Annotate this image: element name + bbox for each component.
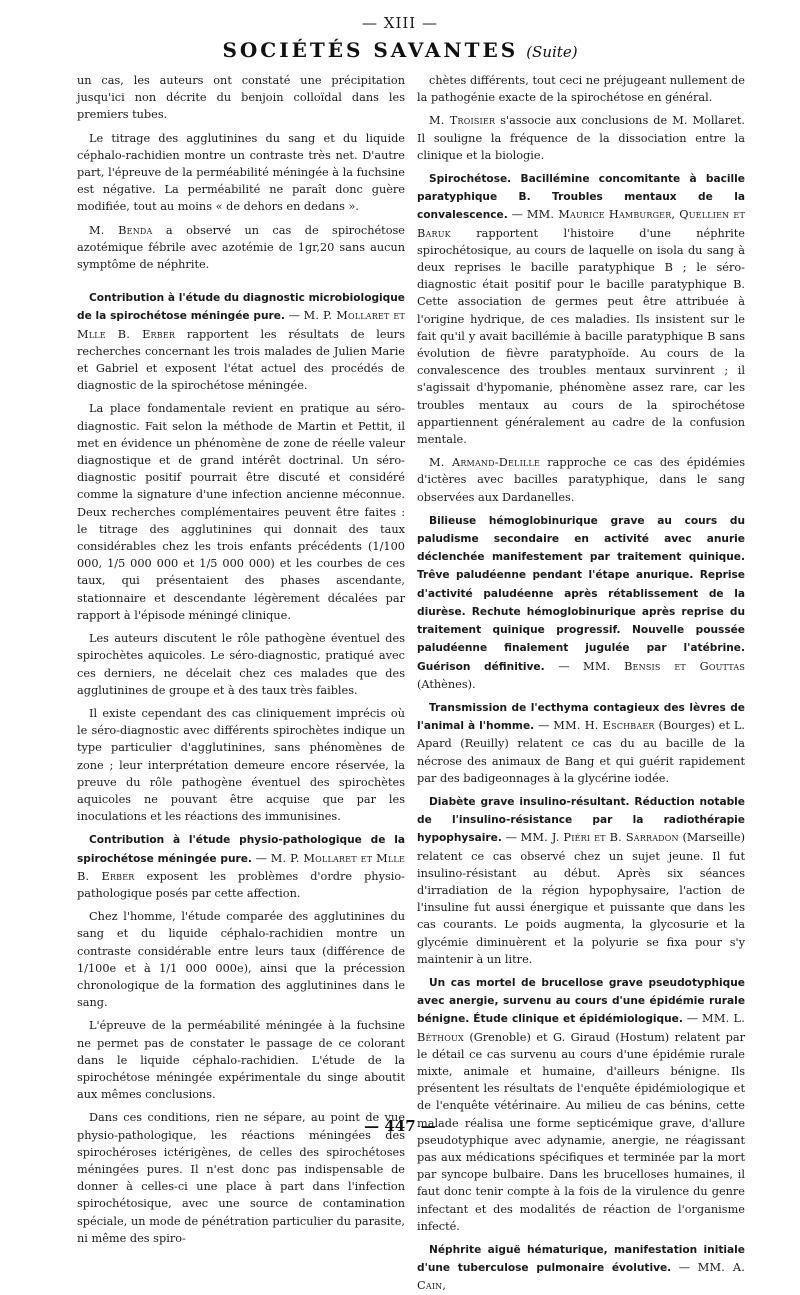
paragraph-text: rapportent les résultats de leurs recherches concernant les trois malades de Julien Marie et Gabriel et exposent l'état actuel des procédés de diagnostic de la spirochétose méningée. — [77, 327, 405, 393]
author-names: M. Armand-Delille — [429, 456, 540, 470]
paragraph: Spirochétose. Bacillémine concomitante à bacille paratyphique B. Troubles mentaux de la convalescence. — MM. Maurice Hamburger, Quellien et Baruk rapportent l'histoire d'une néphrite spirochétosique, au cours de laquelle on isola du sang à deux reprises le bacille paratyphique B ; le séro-diagnostic était positif pour le bacille paratyphique B. Cette association de germes peut être attribuée à l'origine hydrique, de ces maladies. Ils insistent sur le fait qu'il y avait bacillémie à bacille paratyphique B sans évolution de fièvre paratyphoïde. Au cours de la convalescence des troubles mentaux survinrent ; il s'agissait d'hypomanie, phénomène assez rare, car les troubles mentaux au cours de la spirochétose appartiennent généralement au cadre de la confusion mentale. — [417, 173, 745, 447]
paragraph-text: Le titrage des agglutinines du sang et du liquide céphalo-rachidien montre un contraste très net. D'autre part, l'épreuve de la perméabilité méningée à la fuchsine est négative. La perméabilité ne paraît donc guère modifiée, tout au moins « de dehors en dedans ». — [77, 131, 405, 214]
paragraph — [417, 454, 745, 506]
paragraph — [77, 222, 405, 274]
paragraph-text: rapportent l'histoire d'une néphrite spirochétosique, au cours de laquelle on isola du sang à deux reprises le bacille paratyphique B ; le séro-diagnostic était positif pour le bacille paratyphique B. Cette association de germes peut être attribuée à l'origine hydrique, de ces maladies. Ils insistent sur le fait qu'il y avait bacillémie à bacille paratyphique B sans évolution de fièvre paratyphoïde. Au cours de la convalescence des troubles mentaux survinrent ; il s'agissait d'hypomanie, phénomène assez rare, car les troubles mentaux au cours de la spirochétose appartiennent généralement au cadre de la confusion mentale. — [417, 226, 745, 447]
paragraph-heading: Un cas mortel de brucellose grave pseudotyphique avec anergie, survenu au cours d'une épidémie rurale bénigne. Étude clinique et épidémiologique. — [417, 976, 745, 1026]
paragraph: Néphrite aiguë hématurique, manifestation initiale d'une tuberculose pulmonaire évolutive. — MM. A. Cain, — [417, 1244, 746, 1293]
paragraph: Bilieuse hémoglobinurique grave au cours du paludisme secondaire en activité avec anurie déclenchée manifestement par traitement quinique. Trêve paludéenne pendant l'étape anurique. Reprise d'activité paludéenne après rétablissement de la diurèse. Rechute hémoglobinurique après reprise du traitement quinique progressif. Nouvelle poussée paludéenne finalement jugulée par l'atébrine. Guérison définitive. — MM. Bensis et Gouttas (Athènes). — [417, 514, 746, 691]
paragraph-heading: Diabète grave insulino-résultant. Réduction notable de l'insulino-résistance par la radiothérapie hypophysaire. — [417, 795, 745, 845]
paragraph-text: exposent les problèmes d'ordre physio-pathologique posés par cette affection. — [77, 869, 405, 900]
paragraph — [77, 1017, 405, 1103]
section-title — [0, 38, 800, 62]
author-names: MM. Bensis et Gouttas — [583, 659, 746, 673]
paragraph-text: Les auteurs discutent le rôle pathogène éventuel des spirochètes aquicoles. Le séro-diagnostic, pratiqué avec ces derniers, ne décelait chez ces malades que des agglutinines de groupe et à des taux très faibles. — [77, 632, 405, 697]
paragraph — [417, 112, 745, 164]
paragraph-heading: Bilieuse hémoglobinurique grave au cours du paludisme secondaire en activité avec anurie déclenchée manifestement par traitement quinique. Trêve paludéenne pendant l'étape anurique. Reprise d'activité paludéenne après rétablissement de la diurèse. Rechute hémoglobinurique après reprise du traitement quinique progressif. Nouvelle poussée paludéenne finalement jugulée par l'atébrine. Guérison définitive. — [417, 514, 745, 673]
paragraph — [77, 630, 405, 699]
paragraph-heading: Contribution à l'étude du diagnostic microbiologique de la spirochétose méningée pure. — [77, 292, 405, 323]
paragraph — [417, 72, 745, 106]
paragraph — [77, 72, 405, 124]
paragraph-heading: Néphrite aiguë hématurique, manifestation initiale d'une tuberculose pulmonaire évolutive. — [417, 1244, 745, 1275]
paragraph-text: (Grenoble) et G. Giraud (Hostum) relatent par le détail ce cas survenu au cours d'une épidémie rurale mixte, animale et humaine, d'ailleurs bénigne. Ils présentent les résultats de l'enquête épidémiologique et de l'enquête vétérinaire. Au milieu de cas bénins, cette malade réalisa une forme septicémique grave, d'allure pseudotyphique avec adynamie, anergie, ne réagissant pas aux médications spécifiques et terminée par la mort par syncope bulbaire. Dans les brucelloses humaines, il faut donc tenir compte à la fois de la virulence du genre infectant et des modalités de réaction de l'organisme infecté. — [417, 1030, 745, 1233]
paragraph-text: a observé un cas de spirochétose azotémique fébrile avec azotémie de 1gr,20 sans aucun symptôme de néphrite. — [77, 223, 405, 272]
paragraph — [77, 705, 405, 825]
paragraph-text: (Athènes). — [417, 677, 476, 691]
right-column — [417, 72, 746, 1293]
paragraph — [77, 130, 405, 216]
author-names: M. Benda — [89, 223, 153, 237]
paragraph-heading: Contribution à l'étude physio-pathologique de la spirochétose méningée pure. — [77, 834, 405, 865]
paragraph-text: Dans ces conditions, rien ne sépare, au point de vue physio-pathologique, les réactions méningées des spirochéroses ictérigènes, de celles des spirochétoses méningées pures. Il n'est donc pas indispensable de donner à celles-ci une place à part dans l'infection spirochétosique, avec une source de contamination spéciale, un mode de pénétration particulier du parasite, ni même des spiro- — [77, 1111, 405, 1245]
paragraph-text: Chez l'homme, l'étude comparée des agglutinines du sang et du liquide céphalo-rachidien montre un contraste considérable entre leurs taux (différence de 1/100e et à 1/1 000 000e), ainsi que la précession chronologique de la formation des agglutinines dans le sang. — [77, 910, 405, 1010]
roman-page-number: — XIII — — [362, 14, 438, 32]
paragraph-text: un cas, les auteurs ont constaté une précipitation jusqu'ici non décrite du benjoin colloïdal dans les premiers tubes. — [77, 74, 405, 122]
author-names: M. P. Mollaret et Mlle B. Erber — [77, 309, 405, 341]
paragraph — [77, 908, 405, 1011]
author-names: M. Troisier — [429, 114, 496, 128]
section-title-suite: (Suite) — [526, 43, 578, 61]
paragraph-text: L'épreuve de la perméabilité méningée à la fuchsine ne permet pas de constater le passage de ce colorant dans le liquide céphalo-rachidien. L'étude de la spirochétose méningée expérimentale du singe aboutit aux mêmes conclusions. — [77, 1019, 405, 1102]
paragraph: Contribution à l'étude physio-pathologique de la spirochétose méningée pure. — M. P. Mollaret et Mlle B. Erber exposent les problèmes d'ordre physio-pathologique posés par cette affection. — [77, 834, 405, 900]
author-names: MM. Maurice Hamburger, Quellien et Baruk — [417, 208, 745, 240]
paragraph-text: (Marseille) relatent ce cas observé chez un sujet jeune. Il fut insulino-résistant au début. Après six séances d'irradiation de la région hypophysaire, l'action de l'insuline fut aussi énergique et puissante que dans les cas courants. Le poids augmenta, la glycosurie et la glycémie diminuèrent et la polyurie se fixa pour s'y maintenir à un litre. — [417, 831, 745, 966]
paragraph-text: chètes différents, tout ceci ne préjugeant nullement de la pathogénie exacte de la spirochétose en général. — [417, 74, 745, 105]
paragraph-heading: Transmission de l'ecthyma contagieux des lèvres de l'animal à l'homme. — [417, 701, 745, 733]
paragraph: Contribution à l'étude du diagnostic microbiologique de la spirochétose méningée pure. — M. P. Mollaret et Mlle B. Erber rapportent les résultats de leurs recherches concernant les trois malades de Julien Marie et Gabriel et exposent l'état actuel des procédés de diagnostic de la spirochétose méningée. — [77, 292, 405, 393]
paragraph: Transmission de l'ecthyma contagieux des lèvres de l'animal à l'homme. — MM. H. Eschbaer (Bourges) et L. Apard (Reuilly) relatent ce cas du au bacille de la nécrose des animaux de Bang et qui guérit rapidement par des badigeonnages à la glycérine iodée. — [417, 701, 745, 785]
author-names: MM. H. Eschbaer — [553, 719, 655, 733]
paragraph-text: La place fondamentale revient en pratique au séro-diagnostic. Fait selon la méthode de Martin et Pettit, il met en évidence un phénomène de zone de réelle valeur diagnostique et de grand intérêt doctrinal. Un séro-diagnostic positif pourrait être discuté et considéré comme la signature d'une infection ancienne méconnue. Deux recherches complémentaires peuvent être faites : le titrage des agglutinines qui donnait des taux considérables chez les trois enfants précédents (1/100 000, 1/5 000 000 et 1/5 000 000) et les courbes de ces taux, qui présentaient des phases ascendante, stationnaire et descendante légèrement décalées par rapport à l'épisode méningé clinique. — [77, 402, 405, 622]
author-names: M. P. Mollaret et Mlle B. Erber — [77, 851, 405, 883]
page-number: — 447 — — [364, 1117, 436, 1135]
paragraph: Un cas mortel de brucellose grave pseudotyphique avec anergie, survenu au cours d'une épidémie rurale bénigne. Étude clinique et épidémiologique. — MM. L. Béthoux (Grenoble) et G. Giraud (Hostum) relatent par le détail ce cas survenu au cours d'une épidémie rurale mixte, animale et humaine, d'ailleurs bénigne. Ils présentent les résultats de l'enquête épidémiologique et de l'enquête vétérinaire. Au milieu de cas bénins, cette malade réalisa une forme septicémique grave, d'allure pseudotyphique avec adynamie, anergie, ne réagissant pas aux médications spécifiques et terminée par la mort par syncope bulbaire. Dans les brucelloses humaines, il faut donc tenir compte à la fois de la virulence du genre infectant et des modalités de réaction de l'organisme infecté. — [417, 976, 745, 1233]
author-names: MM. J. Piéri et B. Sarradon — [520, 831, 679, 845]
author-names: MM. A. Cain, — [417, 1261, 746, 1293]
paragraph-text: rapproche ce cas des épidémies d'ictères avec bacilles paratyphique, dans le sang observées aux Dardanelles. — [417, 456, 745, 504]
paragraph-heading: Spirochétose. Bacillémine concomitante à bacille paratyphique B. Troubles mentaux de la convalescence. — [417, 173, 745, 222]
author-names: MM. L. Béthoux — [417, 1012, 745, 1044]
paragraph-text: Il existe cependant des cas cliniquement imprécis où le séro-diagnostic avec différents spirochètes indique un type particulier d'agglutinines, sans phénomènes de zone ; leur interprétation demeure encore réservée, la preuve du rôle pathogène éventuel des spirochètes aquicoles ne pouvant être acquise que par les inoculations et les réactions des immunisines. — [77, 706, 405, 824]
paragraph — [77, 400, 405, 624]
section-title-main: SOCIÉTÉS SAVANTES — [222, 38, 519, 62]
paragraph-text: (Bourges) et L. Apard (Reuilly) relatent ce cas du au bacille de la nécrose des animaux de Bang et qui guérit rapidement par des badigeonnages à la glycérine iodée. — [417, 719, 745, 785]
paragraph: Diabète grave insulino-résultant. Réduction notable de l'insulino-résistance par la radiothérapie hypophysaire. — MM. J. Piéri et B. Sarradon (Marseille) relatent ce cas observé chez un sujet jeune. Il fut insulino-résistant au début. Après six séances d'irradiation de la région hypophysaire, l'action de l'insuline fut aussi énergique et puissante que dans les cas courants. Le poids augmenta, la glycosurie et la glycémie diminuèrent et la polyurie se fixa pour s'y maintenir à un litre. — [417, 795, 745, 966]
paragraph-text: s'associe aux conclusions de M. Mollaret. Il souligne la fréquence de la dissociation entre la clinique et la biologie. — [417, 114, 745, 162]
